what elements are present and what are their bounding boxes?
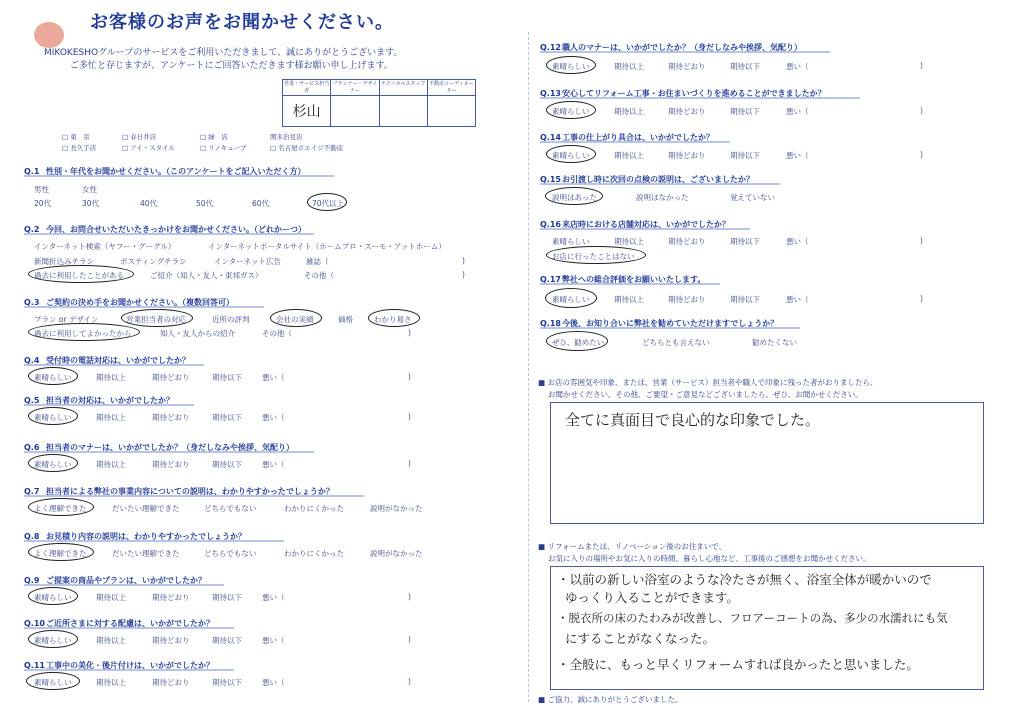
option-excellent-selected[interactable]: 素晴らしい [34,413,72,422]
option-age[interactable]: 20代 [34,199,52,208]
question-12: Q.12職人のマナーは、いかがでしたか？（身だしなみや挨拶、気配り） [540,43,802,52]
option-above[interactable]: 期待以上 [96,636,126,645]
option-above[interactable]: 期待以上 [96,460,126,469]
option-neutral[interactable]: どちらでもない [204,504,257,513]
option-never-visited-selected[interactable]: お店に行ったことはない [552,252,635,261]
comment-box-1[interactable] [550,402,984,524]
option-as-expected[interactable]: 期待どおり [668,62,706,71]
option-friend-referral[interactable]: 知人・友人からの紹介 [160,329,235,338]
option-magazine[interactable]: 雑誌（ [306,257,329,266]
option-other[interactable]: その他（ [304,271,334,280]
staff-technical-cell [380,80,428,126]
question-16: Q.16来店時における店舗対応は、いかがでしたか？ [540,220,730,229]
option-age[interactable]: 40代 [140,199,158,208]
option-reputation[interactable]: 近所の評判 [212,315,250,324]
selection-circle [28,587,78,605]
question-3: Q.3 ご契約の決め手をお聞かせください。（複数回答可） [24,298,234,307]
question-6: Q.6 担当者のマナーは、いかがでしたか？（身だしなみや挨拶、気配り） [24,443,294,452]
option-age[interactable]: 50代 [196,199,214,208]
option-as-expected[interactable]: 期待どおり [152,460,190,469]
option-bad[interactable]: 悪い（ [262,460,285,469]
option-bad[interactable]: 悪い（ [786,107,809,116]
question-15: Q.15お引渡し時に次回の点検の説明は、ございましたか？ [540,175,754,184]
option-above[interactable]: 期待以上 [614,151,644,160]
comment-answer-2-line: ゆっくり入ることができます。 [565,590,739,605]
option-below[interactable]: 期待以下 [730,62,760,71]
paren-close: ) [408,372,411,381]
comment-answer-2-line: ・以前の新しい浴室のような冷たさが無く、浴室全体が暖かいので [557,572,932,587]
option-bad[interactable]: 悪い（ [786,295,809,304]
staff-header: テクニカルスタッフ [380,80,427,96]
selection-circle [28,265,134,283]
paren-close: ) [920,294,923,303]
option-below[interactable]: 期待以下 [730,151,760,160]
selection-circle [546,246,646,264]
option-below[interactable]: 期待以下 [212,460,242,469]
option-bad[interactable]: 悪い（ [262,413,285,422]
option-not-explained[interactable]: 説明はなかった [636,193,689,202]
option-bad[interactable]: 悪い（ [786,151,809,160]
staff-planner-cell [331,80,379,126]
paren-close: ) [408,459,411,468]
option-female[interactable]: 女性 [82,185,97,194]
option-below[interactable]: 期待以下 [730,295,760,304]
question-10: Q.10ご近所さまに対する配慮は、いかがでしたか？ [24,619,214,628]
staff-planner-name[interactable] [331,96,378,126]
intro-line-2: ご多忙と存じますが、アンケートにご回答いただきます様お願い申し上げます。 [70,61,393,71]
selection-circle [546,331,608,351]
option-bad[interactable]: 悪い（ [262,593,285,602]
question-5: Q.5 担当者の対応は、いかがでしたか？ [24,396,174,405]
option-below[interactable]: 期待以下 [212,373,242,382]
staff-realestate-name[interactable] [428,96,475,126]
selection-circle [28,367,78,385]
comment-prompt-2-line-1: ■ リフォームまたは、リノベーション後のお住まいで、 [538,542,727,551]
option-dont-remember[interactable]: 覚えていない [730,193,775,202]
question-7: Q.7 担当者による弊社の事業内容についての説明は、わかりやすかったでしょうか？ [24,487,334,496]
option-newspaper[interactable]: 新聞折込みチラシ [34,257,94,266]
option-excellent-selected[interactable]: 素晴らしい [552,107,590,116]
paren-close: ) [920,150,923,159]
option-below[interactable]: 期待以下 [212,593,242,602]
option-well-understood-selected[interactable]: よく理解できた [34,504,87,513]
option-definitely-recommend-selected[interactable]: ぜひ、勧めたい [552,338,605,347]
staff-sales-cell [283,80,331,126]
option-internet-ad[interactable]: インターネット広告 [214,257,281,266]
option-as-expected[interactable]: 期待どおり [668,295,706,304]
selection-circle [545,288,597,308]
paren-close: ) [462,256,465,265]
comment-answer-2-line: ・脱衣所の床のたわみが改善し、フロアーコートの為、多少の水濡れにも気 [557,611,948,625]
option-above[interactable]: 期待以上 [96,373,126,382]
intro-line-1: MIKOKESHOグループのサービスをご利用いただきまして、誠にありがとうございます。 [44,48,403,58]
selection-circle [28,323,140,341]
thanks-text: ■ ご協力、誠にありがとうございました。 [538,695,683,704]
option-male[interactable]: 男性 [34,185,49,194]
option-above[interactable]: 期待以上 [96,413,126,422]
option-internet-search[interactable]: インターネット検索（ヤフー・グーグル） [34,242,176,251]
question-17: Q.17弊社への総合評価をお願いいたします。 [540,275,706,284]
option-mostly-understood[interactable]: だいたい理解できた [112,549,180,558]
staff-header: 営業・サービス担当者 [284,81,330,94]
option-above[interactable]: 期待以上 [614,107,644,116]
option-bad[interactable]: 悪い（ [786,237,809,246]
option-bad[interactable]: 悪い（ [786,62,809,71]
question-11: Q.11工事中の美化・後片付けは、いかがでしたか？ [24,661,214,670]
comment-prompt-1-line-2: お聞かせください。その他、ご要望・ご意見などございましたら、ぜひ、お聞かせください。 [548,390,863,399]
option-as-expected[interactable]: 期待どおり [668,151,706,160]
comment-prompt-2-line-2: お気に入りの場所やお気に入りの時間、暮らし心地など、工事後のご感想をお聞かせください。 [548,554,871,563]
store-option[interactable]: 関多治見店 [270,133,303,141]
option-below[interactable]: 期待以下 [212,678,242,687]
option-plan-design[interactable]: プラン or デザイン [34,315,99,324]
option-past-good-selected[interactable]: 過去に利用してよかったから [34,329,132,338]
question-1: Q.1 性別・年代をお聞かせください。（このアンケートをご記入いただく方） [24,167,306,176]
option-as-expected[interactable]: 期待どおり [152,636,190,645]
option-above[interactable]: 期待以上 [614,62,644,71]
option-undecided[interactable]: どちらとも言えない [642,338,710,347]
option-excellent-selected[interactable]: 素晴らしい [552,151,590,160]
question-14: Q.14工事の仕上がり具合は、いかがでしたか？ [540,133,714,142]
selection-circle [28,498,94,516]
option-excellent-selected[interactable]: 素晴らしい [552,62,590,71]
option-as-expected[interactable]: 期待どおり [152,593,190,602]
option-above[interactable]: 期待以上 [614,237,644,246]
store-option[interactable]: □ 春日井店 [122,133,157,141]
comment-prompt-1-line-1: ■ お店の雰囲気や印象、または、営業（サービス）担当者や職人で印象に残った者がおりましたら、 [538,378,878,387]
paren-close: ) [920,61,923,70]
option-age[interactable]: 60代 [252,199,270,208]
option-past-use-selected[interactable]: 過去に利用したことがある [34,271,124,280]
selection-circle [546,145,596,163]
selection-circle [307,193,347,211]
option-excellent-selected[interactable]: 素晴らしい [34,678,72,687]
store-option[interactable]: □ 東 京 [62,133,90,141]
staff-header: プランナー・デザイナー [332,81,378,94]
option-well-understood-selected[interactable]: よく理解できた [34,549,87,558]
selection-circle [270,309,322,327]
option-bad[interactable]: 悪い（ [262,373,285,382]
selection-circle [368,309,420,327]
store-option[interactable]: □ アイ・スタイル [122,144,175,152]
option-hard-to-understand[interactable]: わかりにくかった [284,549,344,558]
selection-circle [545,187,603,205]
option-other[interactable]: その他（ [262,329,292,338]
option-clarity-selected[interactable]: わかり易さ [374,315,412,324]
question-9: Q.9 ご提案の商品やプランは、いかがでしたか？ [24,576,206,585]
paren-close: ) [408,677,411,686]
store-option[interactable]: □ リノキューブ [200,144,247,152]
selection-circle [26,672,80,690]
option-referral[interactable]: ご紹介（知人・友人・東邦ガス） [150,271,263,280]
paren-close: ) [408,592,411,601]
option-excellent-selected[interactable]: 素晴らしい [34,373,72,382]
option-below[interactable]: 期待以下 [212,636,242,645]
option-bad[interactable]: 悪い（ [262,678,285,687]
paren-close: ) [408,412,411,421]
selection-circle [28,630,78,648]
option-excellent-selected[interactable]: 素晴らしい [552,295,590,304]
staff-realestate-cell [428,80,475,126]
option-below[interactable]: 期待以下 [730,237,760,246]
comment-answer-1: 全てに真面目で良心的な印象でした。 [565,411,821,429]
staff-sales-name[interactable]: 杉山 [292,104,321,120]
option-age-selected[interactable]: 70代以上 [312,199,345,208]
question-8: Q.8 お見積り内容の説明は、わかりやすかったでしょうか？ [24,532,246,541]
option-as-expected[interactable]: 期待どおり [668,107,706,116]
option-price[interactable]: 価格 [338,315,353,324]
paren-close: ) [920,236,923,245]
option-above[interactable]: 期待以上 [96,593,126,602]
column-divider [528,32,529,702]
option-as-expected[interactable]: 期待どおり [152,413,190,422]
selection-circle [28,407,78,425]
selection-circle [28,543,94,561]
option-excellent-selected[interactable]: 素晴らしい [34,636,72,645]
store-option[interactable]: □ 名古屋ホエイジ不動産 [270,144,344,152]
paren-close: ) [462,270,465,279]
paren-close: ) [408,328,411,337]
selection-circle [546,101,596,119]
option-age[interactable]: 30代 [82,199,100,208]
option-portal-site[interactable]: インターネットポータルサイト（ホームプロ・スーモ・アットホーム） [208,242,446,251]
comment-answer-2-line: にすることがなくなった。 [565,631,716,646]
option-below[interactable]: 期待以下 [730,107,760,116]
option-no-explanation[interactable]: 説明がなかった [370,504,423,513]
comment-box-2[interactable] [550,566,984,690]
option-not-recommend[interactable]: 勧めたくない [752,338,797,347]
selection-circle [546,56,596,74]
page-title: お客様のお声をお聞かせください。 [90,12,394,33]
comment-answer-2-line: ・全般に、もっと早くリフォームすれば良かったと思いました。 [557,657,919,672]
question-2: Q.2 今回、お問合せいただいたきっかけをお聞かせください。（どれかーつ） [24,225,306,234]
store-option[interactable]: □ 緑 店 [200,133,228,141]
option-mostly-understood[interactable]: だいたい理解できた [112,504,180,513]
option-as-expected[interactable]: 期待どおり [152,373,190,382]
option-excellent-selected[interactable]: 素晴らしい [34,593,72,602]
selection-circle [28,454,78,472]
paren-close: ) [408,635,411,644]
option-as-expected[interactable]: 期待どおり [668,237,706,246]
option-above[interactable]: 期待以上 [614,295,644,304]
selection-circle [121,309,193,327]
option-track-record-selected[interactable]: 会社の実績 [276,315,314,324]
option-explained-selected[interactable]: 説明はあった [552,193,597,202]
option-sales-staff-selected[interactable]: 営業担当者の対応 [126,315,186,324]
staff-table [282,79,476,127]
option-excellent[interactable]: 素晴らしい [552,237,590,246]
question-4: Q.4 受付時の電話対応は、いかがでしたか？ [24,356,190,365]
store-option[interactable]: □ 長久手店 [62,144,97,152]
option-above[interactable]: 期待以上 [96,678,126,687]
option-excellent-selected[interactable]: 素晴らしい [34,460,72,469]
option-as-expected[interactable]: 期待どおり [152,678,190,687]
question-18: Q.18今後、お知り合いに弊社を勧めていただけますでしょうか？ [540,319,779,328]
option-posting[interactable]: ポスティングチラシ [120,257,187,266]
staff-header: 不動産コーディネーター [429,81,474,94]
option-no-explanation[interactable]: 説明がなかった [370,549,423,558]
staff-technical-name[interactable] [380,96,427,126]
option-bad[interactable]: 悪い（ [262,636,285,645]
option-neutral[interactable]: どちらでもない [204,549,257,558]
option-hard-to-understand[interactable]: わかりにくかった [284,504,344,513]
option-below[interactable]: 期待以下 [212,413,242,422]
question-13: Q.13安心してリフォーム工事・お住まいづくりを進めることができましたか？ [540,89,826,98]
paren-close: ) [920,106,923,115]
